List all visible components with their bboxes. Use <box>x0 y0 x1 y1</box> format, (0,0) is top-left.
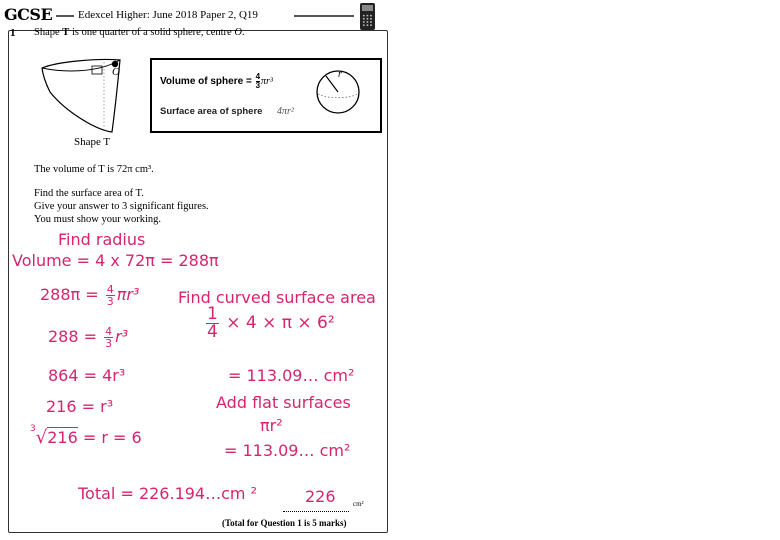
working-step-1: 288π = $\frac{4}{3}$ πr³ <box>40 283 140 308</box>
working-step-5: $^3$√216 = r = 6 <box>30 423 142 448</box>
flat-surfaces-expression: πr² <box>260 416 283 435</box>
working-step-4: 216 = r³ <box>46 397 114 416</box>
shape-t-label: Shape T <box>74 136 111 148</box>
gcse-logo: GCSE <box>4 5 53 24</box>
total-working: Total = 226.194…cm ² <box>78 484 257 503</box>
volume-equation: Volume = 4 x 72π = 288π <box>12 251 219 270</box>
working-step-2: 288 = $\frac{4}{3}$ r³ <box>48 325 129 350</box>
answer-line <box>283 511 349 512</box>
diagram-label-o: O <box>112 66 120 78</box>
task-line-2: Give your answer to 3 significant figures. <box>34 201 209 212</box>
task-line-3: You must show your working. <box>34 214 161 225</box>
question-number: 1 <box>10 27 16 39</box>
volume-formula: Volume of sphere = $\frac{4}{3}$ πr³ <box>160 72 273 90</box>
flat-surfaces-result: = 113.09… cm² <box>224 441 351 460</box>
surface-area-formula-label: Surface area of sphere <box>160 106 263 117</box>
header-rule-left <box>56 15 74 17</box>
calculator-icon <box>360 3 375 30</box>
curved-area-heading: Find curved surface area <box>178 288 376 307</box>
question-intro: Shape T is one quarter of a solid sphere, centre O. <box>34 27 245 38</box>
circle-radius-label: r <box>338 69 342 80</box>
header-rule-right <box>294 15 354 17</box>
total-marks: (Total for Question 1 is 5 marks) <box>222 518 347 528</box>
find-radius-heading: Find radius <box>58 230 146 249</box>
task-line-1: Find the surface area of T. <box>34 188 144 199</box>
curved-area-result: = 113.09… cm² <box>228 366 355 385</box>
final-answer: 226 <box>305 487 336 506</box>
quarter-sphere-diagram <box>36 52 146 142</box>
paper-title: Edexcel Higher: June 2018 Paper 2, Q19 <box>78 9 258 21</box>
working-step-3: 864 = 4r³ <box>48 366 126 385</box>
curved-area-expression: $\frac{1}{4}$ × 4 × π × 6² <box>207 304 335 342</box>
flat-surfaces-heading: Add flat surfaces <box>216 393 351 412</box>
volume-statement: The volume of T is 72π cm³. <box>34 164 154 175</box>
answer-unit: cm² <box>353 500 364 508</box>
surface-area-formula: 4πr² <box>277 106 294 117</box>
formula-box <box>150 58 382 133</box>
